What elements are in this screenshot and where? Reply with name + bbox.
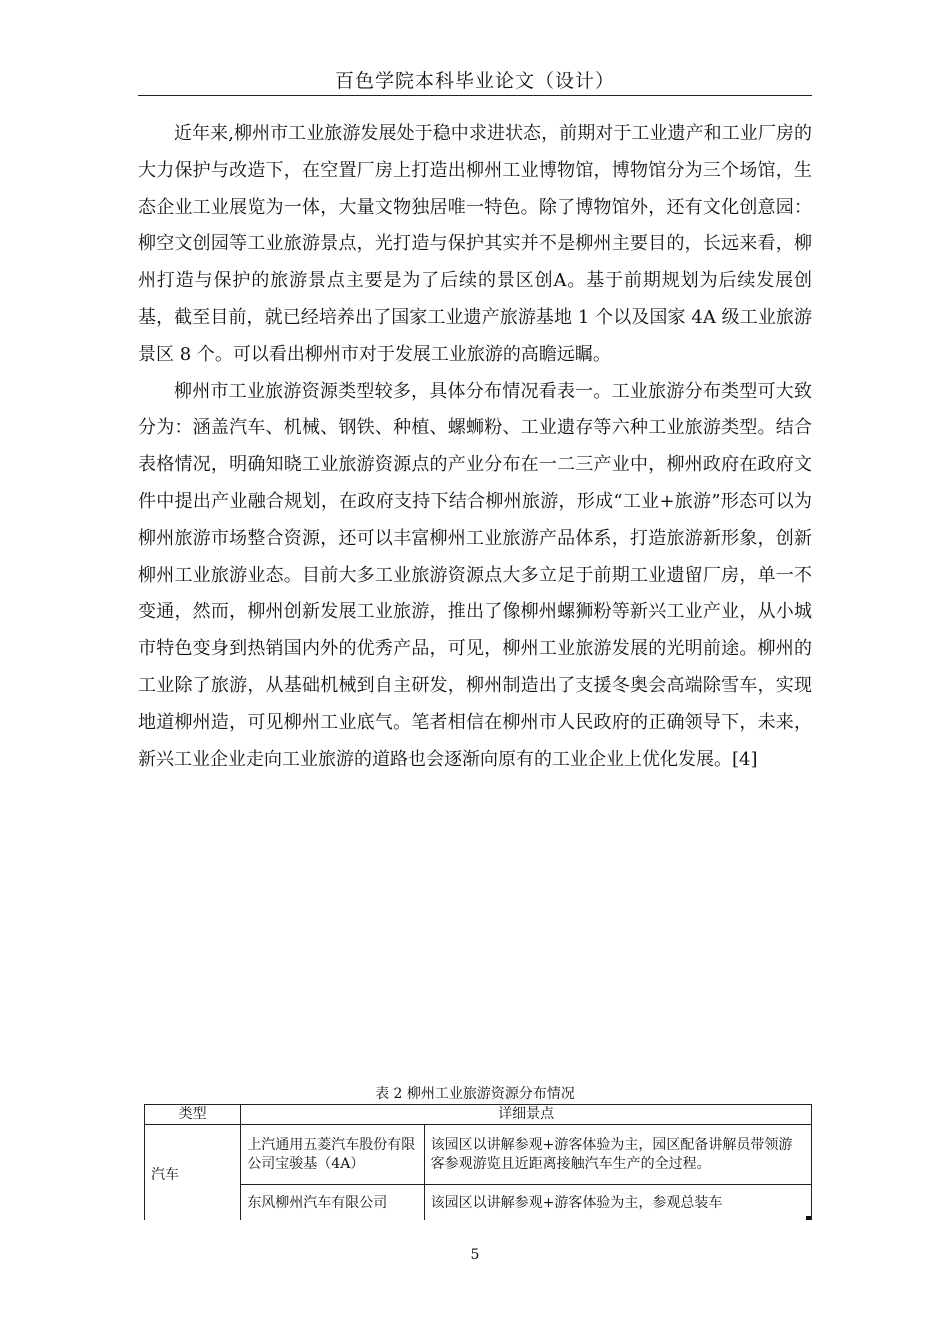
detail-cell: 该园区以讲解参观+游客体验为主，参观总装车 (424, 1185, 811, 1226)
detail-cell: 该园区以讲解参观+游客体验为主，园区配备讲解员带领游客参观游览且近距离接触汽车生产的全过程。 (424, 1125, 811, 1185)
header-detail: 详细景点 (241, 1105, 812, 1125)
table-corner-mark (806, 1216, 811, 1220)
resource-table (144, 1104, 812, 1226)
site-cell: 上汽通用五菱汽车股份有限公司宝骏基（4A） (241, 1125, 424, 1185)
table-header-row (145, 1105, 812, 1125)
header-rule (138, 95, 812, 96)
table-caption: 表 2 柳州工业旅游资源分布情况 (375, 1086, 575, 1102)
paragraph: 近年来,柳州市工业旅游发展处于稳中求进状态，前期对于工业遗产和工业厂房的大力保护与改造下，在空置厂房上打造出柳州工业博物馆，博物馆分为三个场馆，生态企业工业展览为一体，大量文物独居唯一特色。除了博物馆外，还有文化创意园：柳空文创园等工业旅游景点，光打造与保护其实并不是柳州主要目的，长远来看，柳州打造与保护的旅游景点主要是为了后续的景区创A。基于前期规划为后续发展创基，截至目前，就已经培养出了国家工业遗产旅游基地 1 个以及国家 4A 级工业旅游景区 8 个。可以看出柳州市对于发展工业旅游的高瞻远瞩。 (138, 123, 812, 365)
site-cell: 东风柳州汽车有限公司 (241, 1185, 424, 1226)
paragraph: 柳州市工业旅游资源类型较多，具体分布情况看表一。工业旅游分布类型可大致分为：涵盖汽车、机械、钢铁、种植、螺蛳粉、工业遗存等六种工业旅游类型。结合表格情况，明确知晓工业旅游资源点的产业分布在一二三产业中，柳州政府在政府文件中提出产业融合规划，在政府支持下结合柳州旅游，形成“工业+旅游”形态可以为柳州旅游市场整合资源，还可以丰富柳州工业旅游产品体系，打造旅游新形象，创新柳州工业旅游业态。目前大多工业旅游资源点大多立足于前期工业遗留厂房，单一不变通，然而，柳州创新发展工业旅游，推出了像柳州螺狮粉等新兴工业产业，从小城市特色变身到热销国内外的优秀产品，可见，柳州工业旅游发展的光明前途。柳州的工业除了旅游，从基础机械到自主研发，柳州制造出了支援冬奥会高端除雪车，实现地道柳州造，可见柳州工业底气。笔者相信在柳州市人民政府的正确领导下，未来，新兴工业企业走向工业旅游的道路也会逐渐向原有的工业企业上优化发展。[4] (138, 380, 812, 770)
table-page-cut (142, 1220, 822, 1250)
page-number: 5 (470, 1247, 480, 1263)
table-row (145, 1125, 812, 1185)
type-cell: 汽车 (145, 1125, 241, 1226)
page-header-title: 百色学院本科毕业论文（设计） (334, 70, 615, 92)
body-text (138, 116, 812, 778)
header-type: 类型 (145, 1105, 241, 1125)
